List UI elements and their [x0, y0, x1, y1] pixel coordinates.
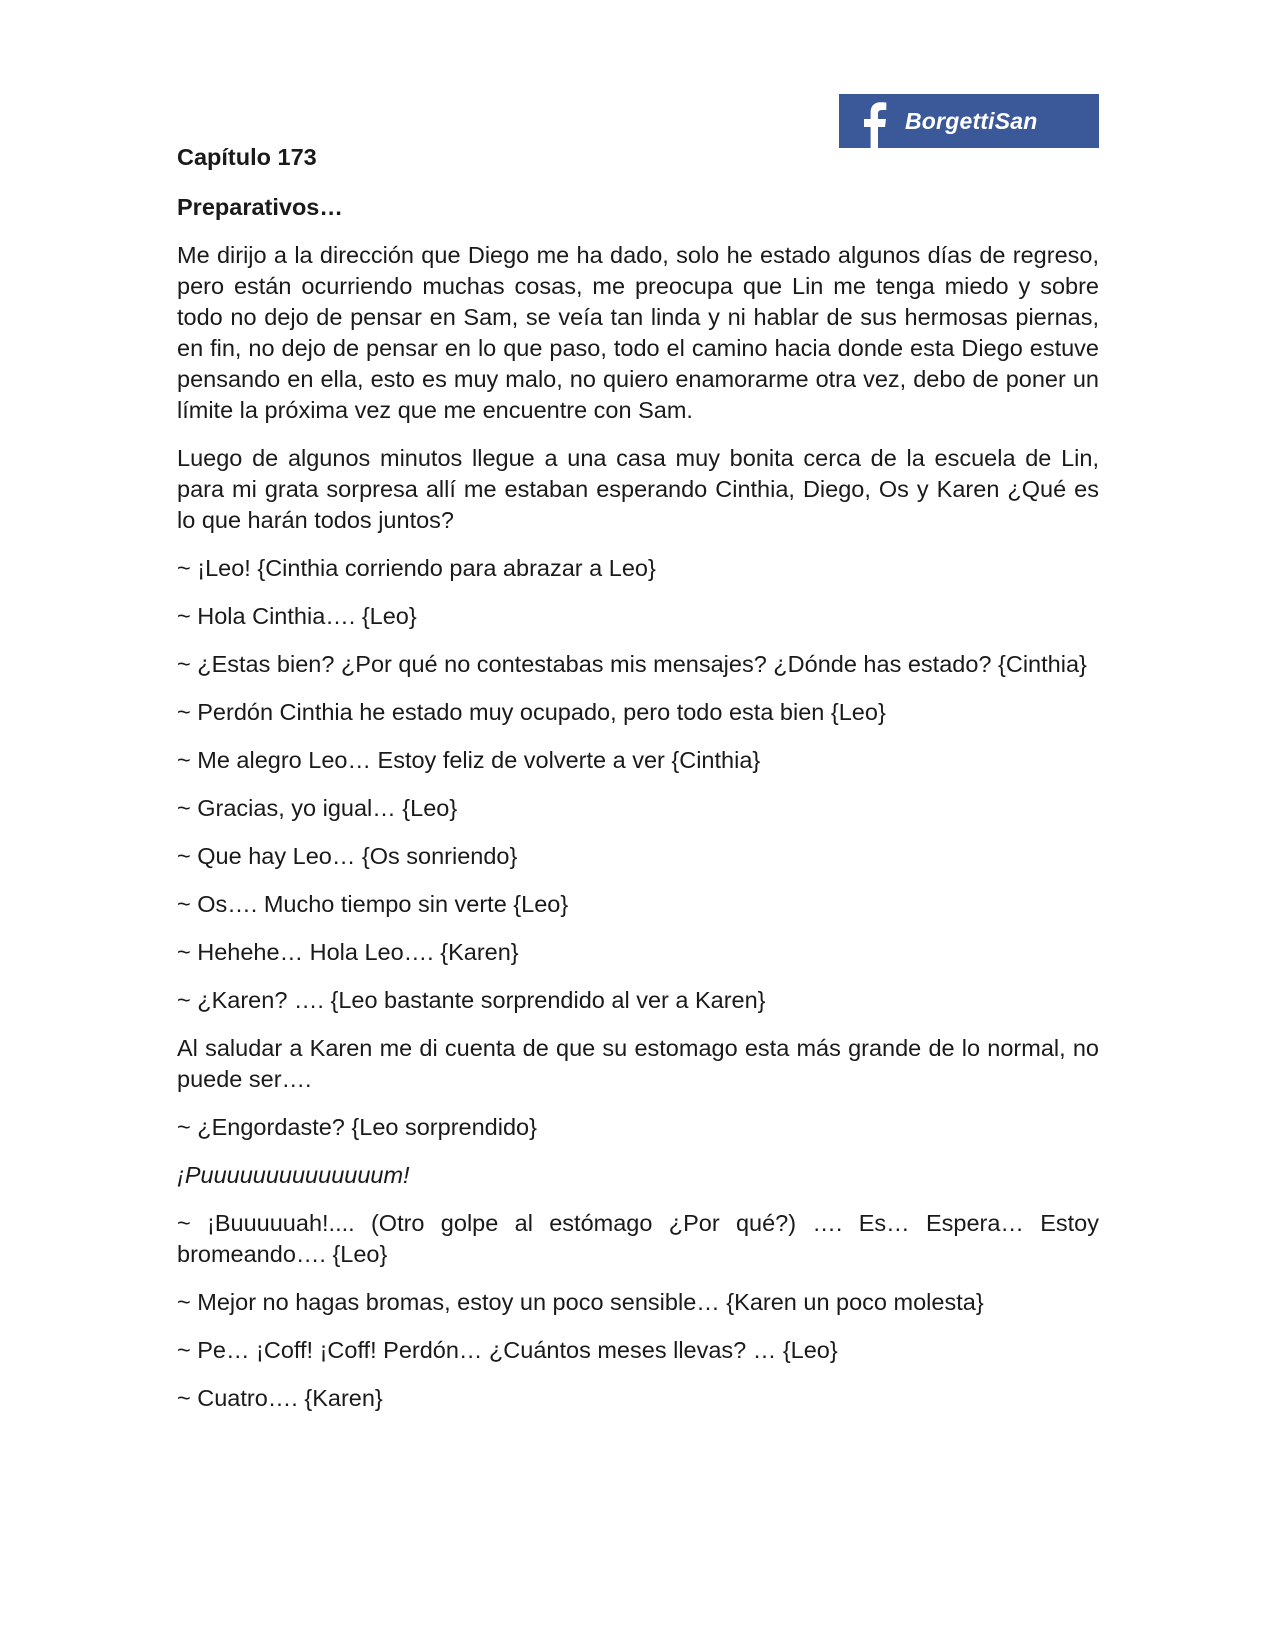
dialogue-line: ~ ¡Buuuuuah!.... (Otro golpe al estómago ¿Por qué?) …. Es… Espera… Estoy bromeando…. {Leo}	[177, 1210, 1099, 1267]
dialogue-line: ~ Hehehe… Hola Leo…. {Karen}	[177, 939, 519, 965]
narration-paragraph: Me dirijo a la dirección que Diego me ha dado, solo he estado algunos días de regreso, pero están ocurriendo muchas cosas, me preocupa que Lin me tenga miedo y sobre todo no dejo de pensar en Sam, se veía tan linda y ni hablar de sus hermosas piernas, en fin, no dejo de pensar en lo que paso, todo el camino hacia donde esta Diego estuve pensando en ella, esto es muy malo, no quiero enamorarme otra vez, debo de poner un límite la próxima vez que me encuentre con Sam.	[177, 242, 1099, 423]
dialogue-line: ~ Me alegro Leo… Estoy feliz de volverte a ver {Cinthia}	[177, 747, 761, 773]
chapter-title: Capítulo 173	[177, 144, 317, 170]
dialogue-line: ~ Perdón Cinthia he estado muy ocupado, pero todo esta bien {Leo}	[177, 699, 886, 725]
dialogue-line: ~ Os…. Mucho tiempo sin verte {Leo}	[177, 891, 569, 917]
dialogue-line: ~ Cuatro…. {Karen}	[177, 1385, 383, 1411]
dialogue-line: ~ Gracias, yo igual… {Leo}	[177, 795, 458, 821]
document-body	[177, 142, 1099, 1431]
chapter-subtitle: Preparativos…	[177, 194, 343, 220]
narration-paragraph: Luego de algunos minutos llegue a una casa muy bonita cerca de la escuela de Lin, para mi grata sorpresa allí me estaban esperando Cinthia, Diego, Os y Karen ¿Qué es lo que harán todos juntos?	[177, 445, 1099, 533]
dialogue-line: ~ Hola Cinthia…. {Leo}	[177, 603, 417, 629]
dialogue-line: ~ Mejor no hagas bromas, estoy un poco sensible… {Karen un poco molesta}	[177, 1289, 984, 1315]
narration-paragraph: Al saludar a Karen me di cuenta de que su estomago esta más grande de lo normal, no puede ser….	[177, 1035, 1099, 1092]
dialogue-line: ~ ¿Engordaste? {Leo sorprendido}	[177, 1114, 537, 1140]
facebook-icon	[839, 94, 899, 148]
dialogue-line: ~ ¡Leo! {Cinthia corriendo para abrazar a Leo}	[177, 555, 656, 581]
badge-name: BorgettiSan	[905, 107, 1038, 134]
facebook-badge[interactable]	[839, 94, 1099, 148]
dialogue-line: ~ Pe… ¡Coff! ¡Coff! Perdón… ¿Cuántos meses llevas? … {Leo}	[177, 1337, 838, 1363]
dialogue-line: ~ ¿Karen? …. {Leo bastante sorprendido al ver a Karen}	[177, 987, 766, 1013]
sound-effect: ¡Puuuuuuuuuuuuuum!	[177, 1162, 410, 1188]
dialogue-line: ~ ¿Estas bien? ¿Por qué no contestabas mis mensajes? ¿Dónde has estado? {Cinthia}	[177, 651, 1087, 677]
dialogue-line: ~ Que hay Leo… {Os sonriendo}	[177, 843, 518, 869]
